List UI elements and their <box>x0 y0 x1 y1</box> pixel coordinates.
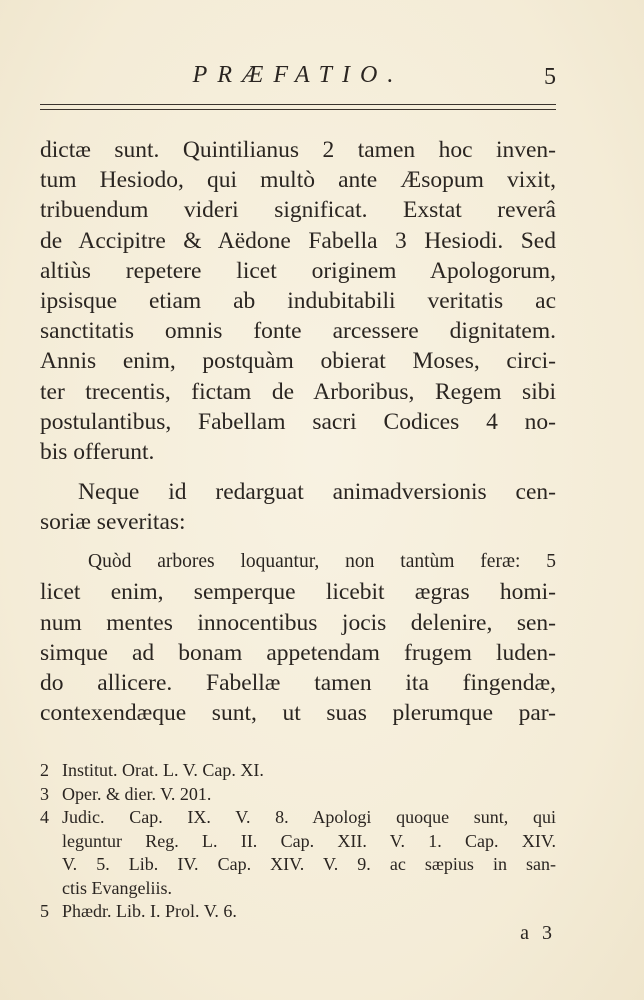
footnote-number: 3 <box>40 783 49 804</box>
header-rule-bottom <box>40 109 556 110</box>
footnote-number: 5 <box>40 901 49 921</box>
footnote-text: Institut. Orat. L. V. Cap. XI. <box>62 760 264 780</box>
footnote-text: ctis Evangeliis. <box>62 877 172 898</box>
text-line: bis offerunt. <box>40 438 155 465</box>
verse-quotation: Quòd arbores loquantur, non tantùm feræ: 5 <box>88 551 556 573</box>
footnote-continuation <box>40 830 556 854</box>
text-line: Annis enim, postquàm obierat Moses, circi- <box>40 348 556 375</box>
page-number: 5 <box>544 64 556 90</box>
signature-mark: a 3 <box>520 922 556 944</box>
paragraph-2 <box>40 477 556 537</box>
running-title: PRÆFATIO. <box>192 62 404 88</box>
text-line: postulantibus, Fabellam sacri Codices 4 no- <box>40 408 556 435</box>
footnote-number: 4 <box>40 807 49 827</box>
footnote <box>40 759 556 783</box>
text-line: licet enim, semperque licebit ægras homi- <box>40 579 556 606</box>
footnote-text: leguntur Reg. L. II. Cap. XII. V. 1. Cap. XIV. <box>62 830 556 851</box>
footnote-continuation <box>40 853 556 877</box>
footnote-continuation <box>40 877 556 901</box>
text-line: contexendæque sunt, ut suas plerumque par- <box>40 700 556 727</box>
text-line: soriæ severitas: <box>40 509 186 536</box>
footnote-text: Oper. & dier. V. 201. <box>62 783 212 804</box>
text-line: ter trecentis, fictam de Arboribus, Regem sibi <box>40 378 556 405</box>
text-line: sanctitatis omnis fonte arcessere dignitatem. <box>40 318 556 345</box>
text-line: tum Hesiodo, qui multò ante Æsopum vixit, <box>40 167 556 194</box>
header-rule-top <box>40 104 556 105</box>
footnote-text: V. 5. Lib. IV. Cap. XIV. V. 9. ac sæpius in san- <box>62 854 556 874</box>
text-line: num mentes innocentibus jocis delenire, sen- <box>40 609 556 636</box>
main-text <box>40 135 556 728</box>
text-line: ipsisque etiam ab indubitabili veritatis ac <box>40 287 556 314</box>
footnote-number: 2 <box>40 760 49 780</box>
footnote <box>40 806 556 830</box>
text-line: tribuendum videri significat. Exstat reverâ <box>40 197 556 224</box>
paragraph-1 <box>40 135 556 467</box>
paragraph-3 <box>40 577 556 728</box>
running-header <box>40 62 556 96</box>
footnotes <box>40 759 556 924</box>
footnote <box>40 900 556 924</box>
footnote-text: Judic. Cap. IX. V. 8. Apologi quoque sunt, qui <box>62 807 556 827</box>
footnote <box>40 783 556 807</box>
text-line: altiùs repetere licet originem Apologorum, <box>40 257 556 284</box>
text-line: dictæ sunt. Quintilianus 2 tamen hoc inven- <box>40 137 556 163</box>
text-line: de Accipitre & Aëdone Fabella 3 Hesiodi. Sed <box>40 227 556 254</box>
footnote-text: Phædr. Lib. I. Prol. V. 6. <box>62 901 237 921</box>
text-line: simque ad bonam appetendam frugem luden- <box>40 639 556 666</box>
text-line: do allicere. Fabellæ tamen ita fingendæ, <box>40 670 556 696</box>
text-line: Neque id redarguat animadversionis cen- <box>78 479 556 506</box>
